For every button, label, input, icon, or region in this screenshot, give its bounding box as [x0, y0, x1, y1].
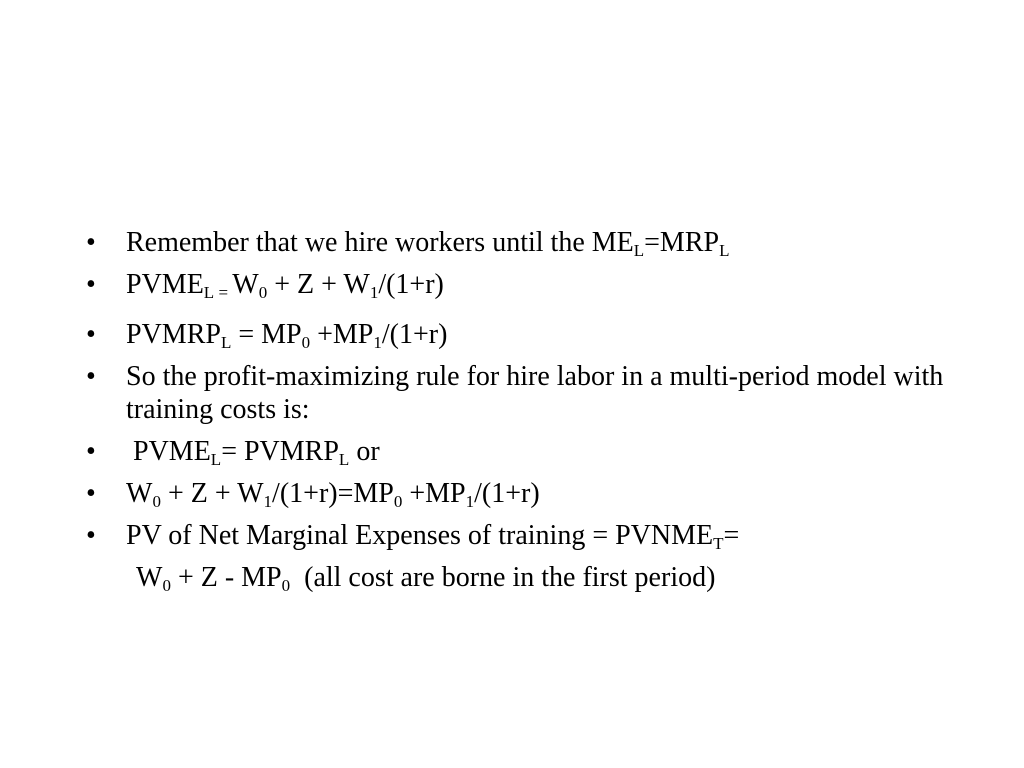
line-text: W — [232, 269, 259, 300]
bullet-icon: • — [86, 269, 96, 300]
subscript: 0 — [258, 283, 268, 302]
line-text: PVMRP — [126, 319, 221, 350]
subscript: L — [719, 241, 730, 260]
line-text: /(1+r) — [378, 269, 444, 300]
line-text: PV of Net Marginal Expenses of training = PVNME — [126, 520, 714, 551]
equals-sign: = — [214, 283, 233, 302]
subscript: T — [713, 534, 724, 553]
bullet-icon: • — [86, 361, 96, 392]
subscript: L — [220, 333, 232, 352]
line-text: +MP — [310, 319, 374, 350]
subscript: 0 — [152, 492, 161, 511]
subscript: 1 — [373, 333, 382, 352]
line-text: + Z + W — [267, 269, 370, 300]
bullet-icon: • — [86, 227, 96, 258]
line-text: =MRP — [644, 227, 720, 258]
subscript: L — [633, 241, 645, 260]
bullet-icon: • — [86, 520, 96, 551]
bullet-item-profit-rule — [86, 360, 986, 426]
line-text: = — [723, 520, 740, 551]
line-text: W — [126, 478, 153, 509]
line-text: PVME — [133, 436, 211, 467]
bullet-icon: • — [86, 319, 96, 350]
line-text: /(1+r)=MP — [272, 478, 394, 509]
bullet-item-pvme-equals-pvmrp — [86, 435, 986, 468]
subscript: L — [210, 450, 222, 469]
line-text: /(1+r) — [474, 478, 540, 509]
subscript: 0 — [281, 576, 291, 595]
bullet-item-wage-equation — [86, 477, 986, 510]
subscript: L — [203, 283, 215, 302]
bullet-icon: • — [86, 478, 96, 509]
bullet-item-pvme — [86, 268, 986, 309]
continuation-line — [86, 561, 986, 594]
bullet-item-hire-rule — [86, 226, 986, 259]
line-text: /(1+r) — [381, 319, 448, 350]
bullet-list — [86, 226, 986, 603]
line-text: or — [349, 436, 380, 467]
line-text: = PVMRP — [221, 436, 339, 467]
bullet-icon: • — [86, 436, 96, 467]
line-text: W — [136, 562, 163, 593]
line-text: +MP — [402, 478, 466, 509]
subscript: 0 — [393, 492, 403, 511]
line-text: Remember that we hire workers until the ME — [126, 227, 634, 258]
subscript: L — [338, 450, 350, 469]
bullet-item-pvmrp — [86, 318, 986, 351]
subscript: 1 — [465, 492, 475, 511]
subscript: 0 — [301, 333, 311, 352]
line-text: (all cost are borne in the first period) — [304, 562, 716, 593]
bullet-item-net-marginal-expenses — [86, 519, 986, 552]
line-text: + Z + W — [160, 478, 264, 509]
line-text: So the profit-maximizing rule for hire labor in a multi-period model with training costs is: — [126, 361, 944, 425]
line-text: = MP — [231, 319, 302, 350]
line-text: PVME — [126, 269, 204, 300]
subscript: 1 — [263, 492, 273, 511]
line-text: + Z - MP — [170, 562, 282, 593]
subscript: 0 — [162, 576, 171, 595]
subscript: 1 — [369, 283, 379, 302]
